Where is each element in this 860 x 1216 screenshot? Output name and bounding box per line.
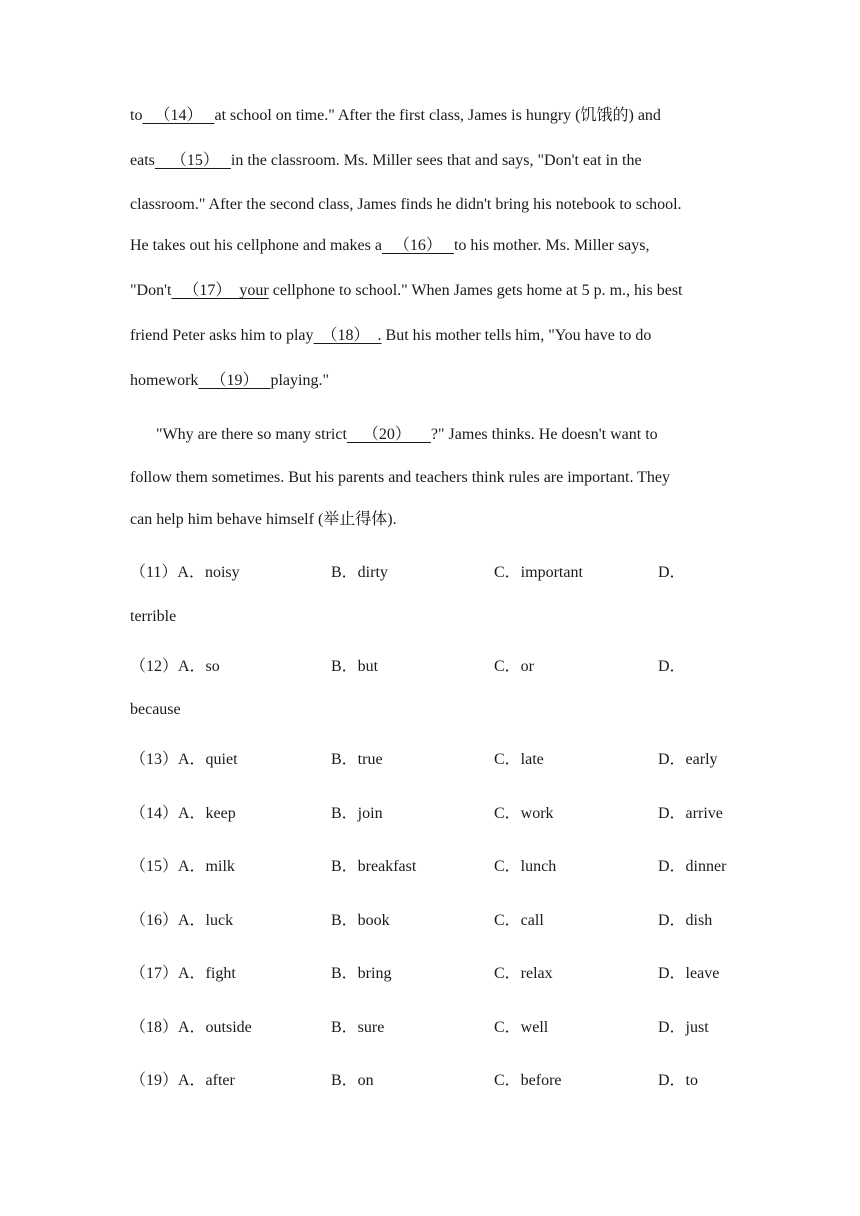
option-d: D．leave: [658, 965, 720, 982]
passage-text: eats: [130, 152, 155, 169]
option-a: （19）A．after: [130, 1072, 235, 1089]
blank-19: （19）: [198, 372, 271, 389]
passage-line-5: [130, 281, 682, 301]
passage-line-9: [130, 468, 670, 488]
option-a: （16）A．luck: [130, 912, 234, 929]
option-c: C．late: [494, 751, 544, 768]
option-c: C．lunch: [494, 858, 557, 875]
option-d: D．to: [658, 1072, 699, 1089]
option-d: D．: [658, 564, 686, 581]
option-b: B．true: [331, 751, 383, 768]
option-a: （12）A．so: [130, 658, 220, 675]
passage-text: ?" James thinks. He doesn't want to: [430, 426, 658, 443]
option-c: C．work: [494, 805, 554, 822]
option-c: C．call: [494, 912, 544, 929]
option-d: D．: [658, 658, 686, 675]
option-b: B．join: [331, 805, 383, 822]
option-a: （17）A．fight: [130, 965, 236, 982]
passage-text: He takes out his cellphone and makes a: [130, 237, 382, 254]
passage-text: cellphone to school." When James gets home at 5 p. m., his best: [268, 282, 683, 299]
blank-15: （15）: [154, 152, 231, 169]
option-b: B．dirty: [331, 564, 388, 581]
option-d: D．dish: [658, 912, 713, 929]
passage-text: in the classroom. Ms. Miller sees that and says, "Don't eat in the: [230, 152, 642, 169]
passage-line-4: [130, 236, 650, 256]
option-a: （14）A．keep: [130, 805, 236, 822]
passage-text: "Why are there so many strict: [156, 426, 347, 443]
passage-line-6: [130, 326, 651, 346]
passage-line-10: [130, 510, 397, 530]
blank-17: （17） your: [171, 282, 269, 299]
option-b: B．book: [331, 912, 390, 929]
option-c: C．relax: [494, 965, 553, 982]
passage-line-1: [130, 106, 661, 126]
passage-line-2: [130, 151, 642, 171]
passage-line-8: [156, 425, 658, 445]
option-b: B．bring: [331, 965, 392, 982]
option-d: D．early: [658, 751, 718, 768]
passage-text: at school on time." After the first class, James is hungry (饥饿的) and: [214, 107, 661, 124]
blank-16: （16）: [381, 237, 454, 254]
passage-text: But his mother tells him, "You have to do: [381, 327, 652, 344]
blank-20: （20）: [346, 426, 431, 443]
passage-text: to his mother. Ms. Miller says,: [453, 237, 650, 254]
passage-text: playing.": [270, 372, 329, 389]
blank-14: （14）: [142, 107, 215, 124]
option-a: （15）A．milk: [130, 858, 235, 875]
passage-text: friend Peter asks him to play: [130, 327, 314, 344]
option-d-text: because: [130, 701, 181, 718]
option-d: D．arrive: [658, 805, 723, 822]
option-d-text: terrible: [130, 608, 177, 625]
option-d: D．just: [658, 1019, 709, 1036]
passage-line-3: [130, 195, 682, 215]
passage-line-7: [130, 371, 329, 391]
passage-text: to: [130, 107, 143, 124]
option-c: C．or: [494, 658, 535, 675]
option-a: （18）A．outside: [130, 1019, 252, 1036]
option-c: C．before: [494, 1072, 562, 1089]
blank-18: （18） .: [313, 327, 382, 344]
option-b: B．but: [331, 658, 379, 675]
option-a: （13）A．quiet: [130, 751, 238, 768]
option-c: C．important: [494, 564, 583, 581]
option-b: B．breakfast: [331, 858, 417, 875]
option-b: B．sure: [331, 1019, 385, 1036]
passage-text: homework: [130, 372, 199, 389]
option-c: C．well: [494, 1019, 549, 1036]
passage-text: classroom." After the second class, James finds he didn't bring his notebook to school.: [130, 196, 682, 213]
passage-text: can help him behave himself (举止得体).: [130, 511, 397, 528]
option-b: B．on: [331, 1072, 374, 1089]
option-a: （11）A．noisy: [130, 564, 240, 581]
passage-text: "Don't: [130, 282, 172, 299]
passage-text: follow them sometimes. But his parents and teachers think rules are important. They: [130, 469, 671, 486]
option-d: D．dinner: [658, 858, 727, 875]
